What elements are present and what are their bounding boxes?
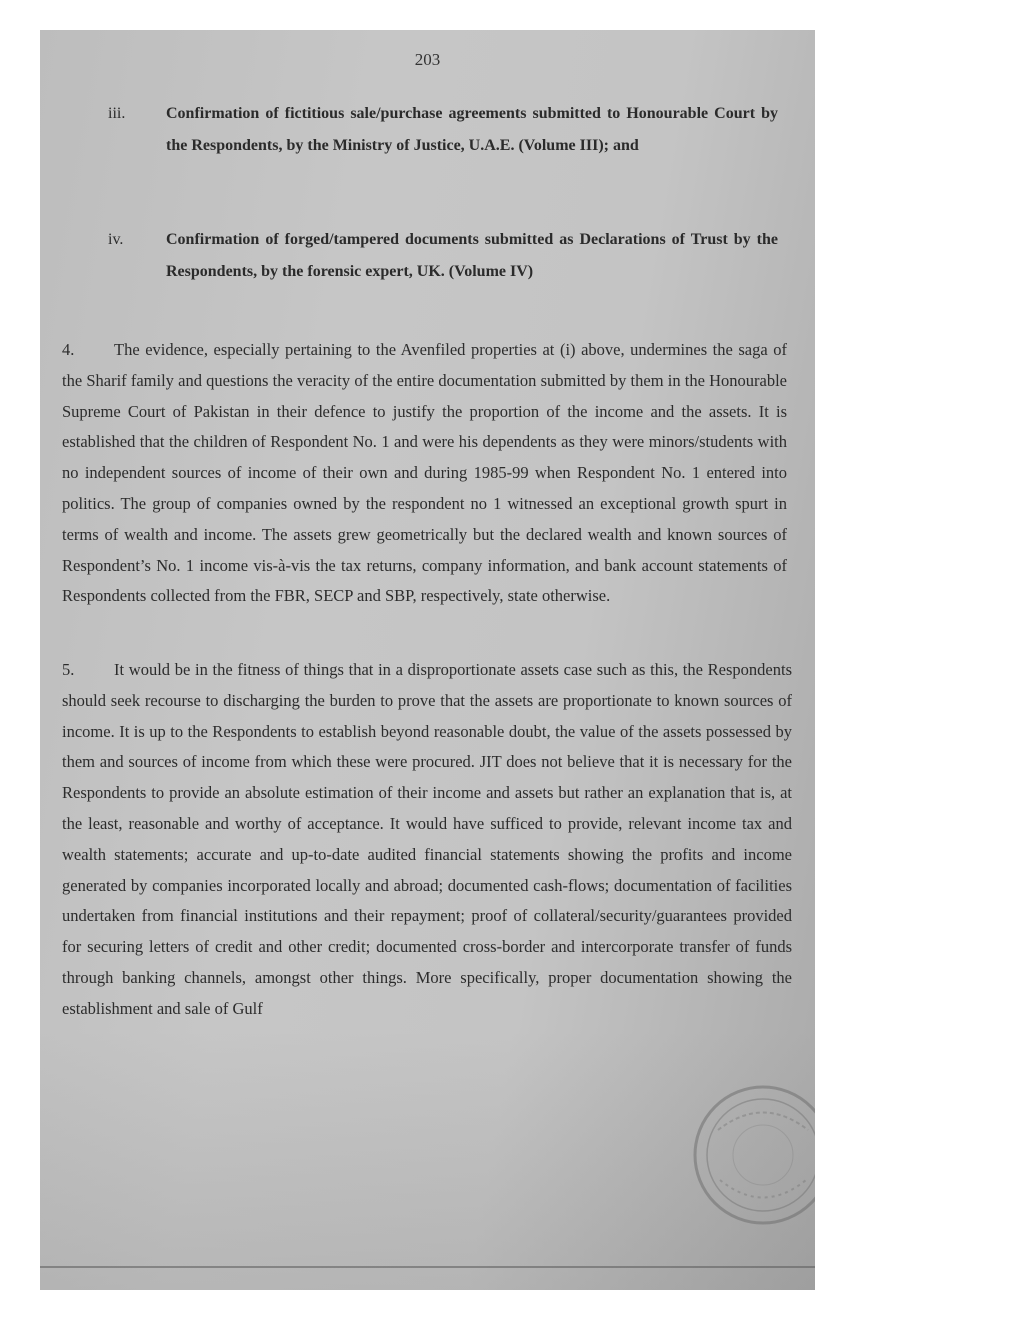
list-item-text: Confirmation of forged/tampered documents submitted as Declarations of Trust by the Respondents, by the forensic expert, UK. (Volume IV) (166, 231, 778, 280)
paragraph-number: 5. (62, 660, 75, 679)
page-number: 203 (414, 50, 441, 69)
list-item-iv (108, 224, 778, 288)
list-item-numeral: iii. (108, 105, 126, 122)
paragraph-text: It would be in the fitness of things that in a disproportionate assets case such as this, the Respondents should seek recourse to discharging the burden to prove that the assets are proportionate to known sources of income. It is up to the Respondents to establish beyond reasonable doubt, the value of the assets possessed by them and sources of income from which these were procured. JIT does not believe that it is necessary for the Respondents to provide an absolute estimation of their income and assets but rather an explanation that is, at the least, reasonable and worthy of acceptance. It would have sufficed to provide, relevant income tax and wealth statements; accurate and up-to-date audited financial statements showing the profits and income generated by companies incorporated locally and abroad; documented cash-flows; documentation of facilities undertaken from financial institutions and their repayment; proof of collateral/security/guarantees provided for securing letters of credit and other credit; documented cross-border and intercorporate transfer of funds through banking channels, amongst other things. More specifically, proper documentation showing the establishment and sale of Gulf (62, 660, 792, 1018)
document-page (40, 30, 815, 1290)
list-item-text: Confirmation of fictitious sale/purchase agreements submitted to Honourable Court by the Respondents, by the Ministry of Justice, U.A.E. (Volume III); and (166, 105, 778, 154)
bottom-rule (40, 1266, 815, 1268)
list-item-iii (108, 98, 778, 162)
list-item-numeral: iv. (108, 231, 124, 248)
paragraph-text: The evidence, especially pertaining to the Avenfiled properties at (i) above, undermines the saga of the Sharif family and questions the veracity of the entire documentation submitted by them in the Honourable Supreme Court of Pakistan in their defence to justify the proportion of the income and the assets. It is established that the children of Respondent No. 1 and were his dependents as they were minors/students with no independent sources of income of their own and during 1985-99 when Respondent No. 1 entered into politics. The group of companies owned by the respondent no 1 witnessed an exceptional growth spurt in terms of wealth and income. The assets grew geometrically but the declared wealth and known sources of Respondent’s No. 1 income vis-à-vis the tax returns, company information, and bank account statements of Respondents collected from the FBR, SECP and SBP, respectively, state otherwise. (62, 340, 787, 606)
paragraph-5 (62, 655, 792, 1025)
official-stamp-seal (688, 1080, 815, 1230)
paragraph-number: 4. (62, 340, 75, 359)
paragraph-4 (62, 335, 787, 612)
